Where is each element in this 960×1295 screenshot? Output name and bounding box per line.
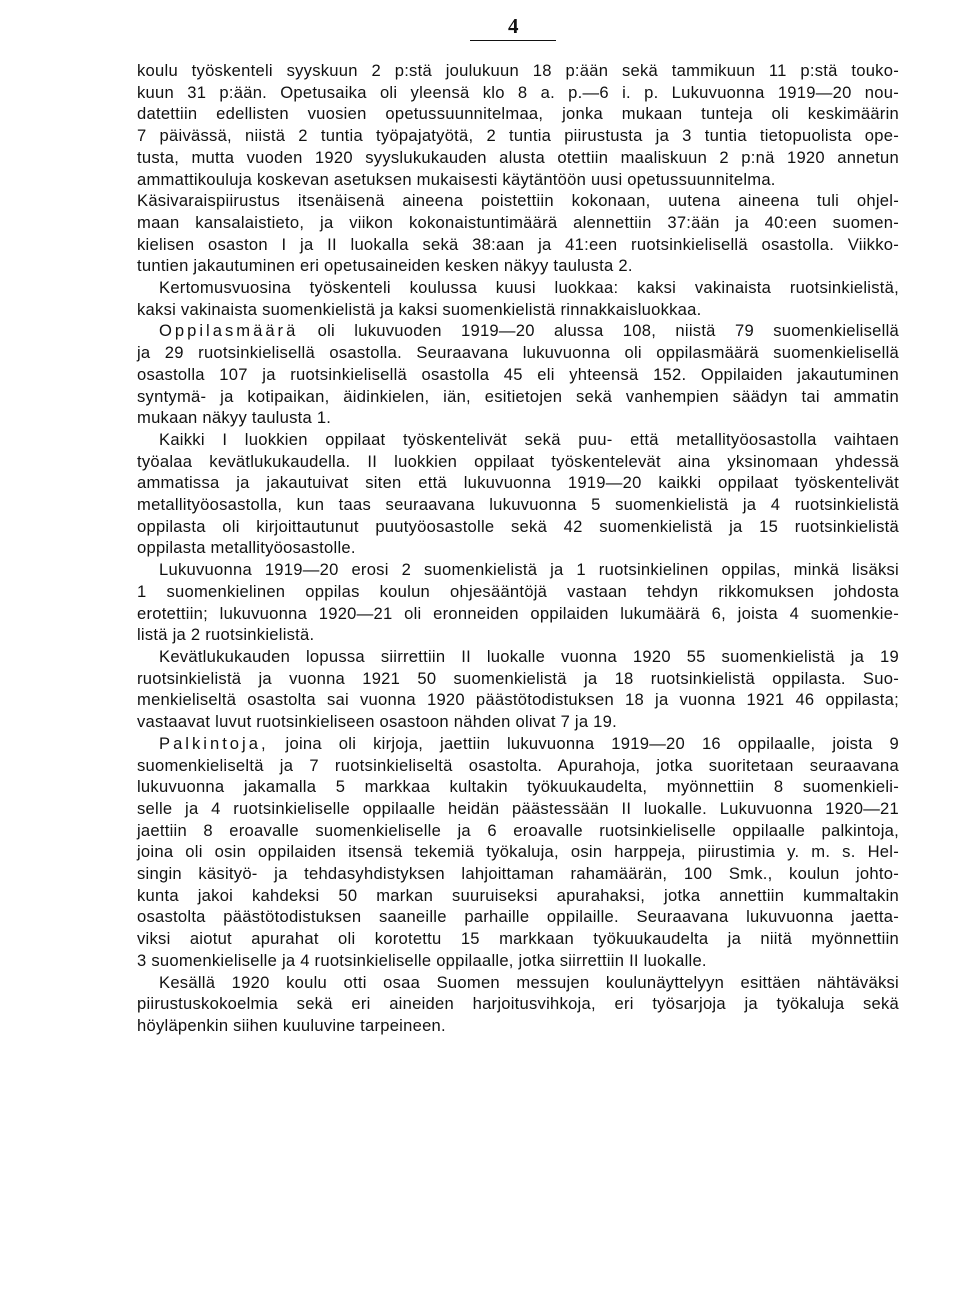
section-lead: Oppilasmäärä [159,321,299,341]
text-line: 1 suomenkielinen oppilas koulun ohjesääntöjä vastaan tehdyn rikkomuksen johdosta [137,581,899,601]
text-fragment: oli lukuvuoden 1919—20 alussa 108, niistä 79 suomenkielisellä [298,321,899,341]
text-line [137,733,899,755]
paragraph-prizes [137,733,899,972]
text-line: tusta, mutta vuoden 1920 syyslukukauden alusta otettiin maaliskuun 2 p:nä 1920 annetun [137,147,899,167]
paragraph-dropouts [137,559,899,646]
text-fragment: joina oli kirjoja, jaettiin lukuvuonna 1919—20 16 oppilaalle, joista 9 [268,733,899,753]
text-line: 3 suomenkieliselle ja 4 ruotsinkieliselle oppilaalle, jotka siirrettiin II luokalle. [137,950,707,970]
paragraph-workshops [137,429,899,559]
text-line: Kertomusvuosina työskenteli koulussa kuusi luokkaa: kaksi vakinaista ruotsinkielistä, [159,278,899,298]
section-lead: Palkintoja, [159,733,269,753]
text-line: osastolta päästötodistuksen saaneille parhaille oppilaille. Seuraavana lukuvuonna jaetta- [137,907,899,927]
paragraph-classes [137,277,899,320]
paragraph-transfers [137,646,899,733]
text-line: ammatissa ja jakautuivat siten että lukuvuonna 1919—20 kaikki oppilaat työskentelivät [137,473,899,493]
page-number: 4 [508,14,519,38]
text-line: listä ja 2 ruotsinkielistä. [137,625,315,645]
text-line: jaettiin 8 eroavalle suomenkieliselle ja 6 eroavalle ruotsinkieliselle oppilaalle palkintoja, [137,820,899,840]
text-line: erotettiin; lukuvuonna 1920—21 oli eronneiden oppilaiden lukumäärä 6, joista 4 suomenkie- [137,603,899,623]
text-line: menkieliseltä osastolta sai vuonna 1920 päästötodistuksen 18 ja vuonna 1921 46 oppilasta; [137,690,899,710]
text-line: Lukuvuonna 1919—20 erosi 2 suomenkielistä ja 1 ruotsinkielinen oppilas, minkä lisäksi [159,560,899,580]
text-line [137,320,899,342]
text-line: koulu työskenteli syyskuun 2 p:stä joulukuun 18 p:ään sekä tammikuun 11 p:stä touko- [137,61,899,80]
page-number-rule [470,40,556,41]
text-line: höyläpenkin siihen kuuluvine tarpeineen. [137,1015,446,1035]
text-line: datettiin edellisten vuosien opetussuunnitelmaa, jonka mukaan tunteja oli keskimäärin [137,104,899,124]
text-line: selle ja 4 ruotsinkieliselle oppilaalle heidän päästessään II luokalle. Lukuvuonna 1920—21 [137,798,899,818]
text-line: Kaikki I luokkien oppilaat työskentelivät sekä puu- että metallityöosastolla vaihtaen [159,429,899,449]
text-line: maan kansalaistieto, ja viikon kokonaistuntimäärä alennettiin 37:ään ja 40:een suomen- [137,212,899,232]
text-line: suomenkieliseltä ja 7 ruotsinkieliseltä osastolta. Apurahoja, jotka suoritetaan seuraavana [137,755,899,775]
text-line: ja 29 ruotsinkielisellä osastolla. Seuraavana lukuvuonna oli oppilasmäärä suomenkielisellä [137,343,899,363]
text-line: lukuvuonna jakamalla 5 markkaa kultakin työkuukaudelta, myönnettiin 8 suomenkieli- [137,777,899,797]
text-line: osastolla 107 ja ruotsinkielisellä osastolla 45 eli yhteensä 152. Oppilaiden jakautuminen [137,364,899,384]
text-line: syntymä- ja kotipaikan, äidinkielen, iän, esitietojen sekä vanhempien säädyn tai ammatin [137,386,899,406]
text-line: vastaavat luvut ruotsinkieliseen osastoon nähden olivat 7 ja 19. [137,712,618,732]
paragraph-student-count [137,320,899,429]
text-line: metallityöosastolla, kun taas seuraavana lukuvuonna 5 suomenkielistä ja 4 ruotsinkielistä [137,495,899,515]
text-line: kielisen osaston I ja II luokalla sekä 38:aan ja 41:een ruotsinkielisellä osastolla. Viikko- [137,234,899,254]
paragraph-schedule [137,60,899,277]
text-line: tuntien jakautuminen eri opetusaineiden kesken näkyy taulusta 2. [137,256,633,276]
text-line: Käsivaraispiirustus itsenäisenä aineena poistettiin kokonaan, uutena aineena tuli ohjel- [137,191,899,211]
text-line: oppilasta oli kirjoittautunut puutyöosastolle sekä 42 suomenkielistä ja 15 ruotsinkielistä [137,516,899,536]
text-line: piirustuskokoelmia sekä eri aineiden harjoitusvihkoja, eri työsarjoja ja työkaluja sekä [137,994,899,1014]
text-line: oppilasta metallityöosastolle. [137,538,356,558]
text-line: viksi aiotut apurahat oli korotettu 15 markkaan työkuukaudelta ja niitä myönnettiin [137,929,899,949]
text-line: ammattikouluja koskevan asetuksen mukaisesti käytäntöön uusi opetussuunnitelma. [137,169,776,189]
text-line: Kesällä 1920 koulu otti osaa Suomen messujen koulunäyttelyyn esittäen nähtäväksi [159,972,899,992]
text-line: työalaa kevätlukukaudella. II luokkien oppilaat työskentelevät aina yksinomaan yhdessä [137,451,899,471]
body-text [137,60,899,1037]
text-line: 7 päivässä, niistä 2 tuntia työpajatyötä, 2 tuntia piirustusta ja 3 tuntia tietopuolista ope- [137,126,899,146]
text-line: kuun 31 p:ään. Opetusaika oli yleensä klo 8 a. p.—6 i. p. Lukuvuonna 1919—20 nou- [137,82,899,102]
text-line: joina oli osin oppilaiden itsensä tekemiä työkaluja, osin harppeja, piirustimia y. m. s. Hel- [137,842,899,862]
text-line: kaksi vakinaista suomenkielistä ja kaksi suomenkielistä rinnakkaisluokkaa. [137,299,702,319]
text-line: singin käsityö- ja tehdasyhdistyksen lahjoittaman rahamäärän, 100 Smk., koulun johto- [137,864,899,884]
text-line: kunta jakoi kahdeksi 50 markan suuruiseksi apurahaksi, jotka annettiin kummaltakin [137,885,899,905]
text-line: mukaan näkyy taulusta 1. [137,408,332,428]
text-line: Kevätlukukauden lopussa siirrettiin II luokalle vuonna 1920 55 suomenkielistä ja 19 [159,646,899,666]
paragraph-exhibition [137,972,899,1037]
text-line: ruotsinkielistä ja vuonna 1921 50 suomenkielistä ja 18 ruotsinkielistä oppilasta. Suo- [137,668,899,688]
